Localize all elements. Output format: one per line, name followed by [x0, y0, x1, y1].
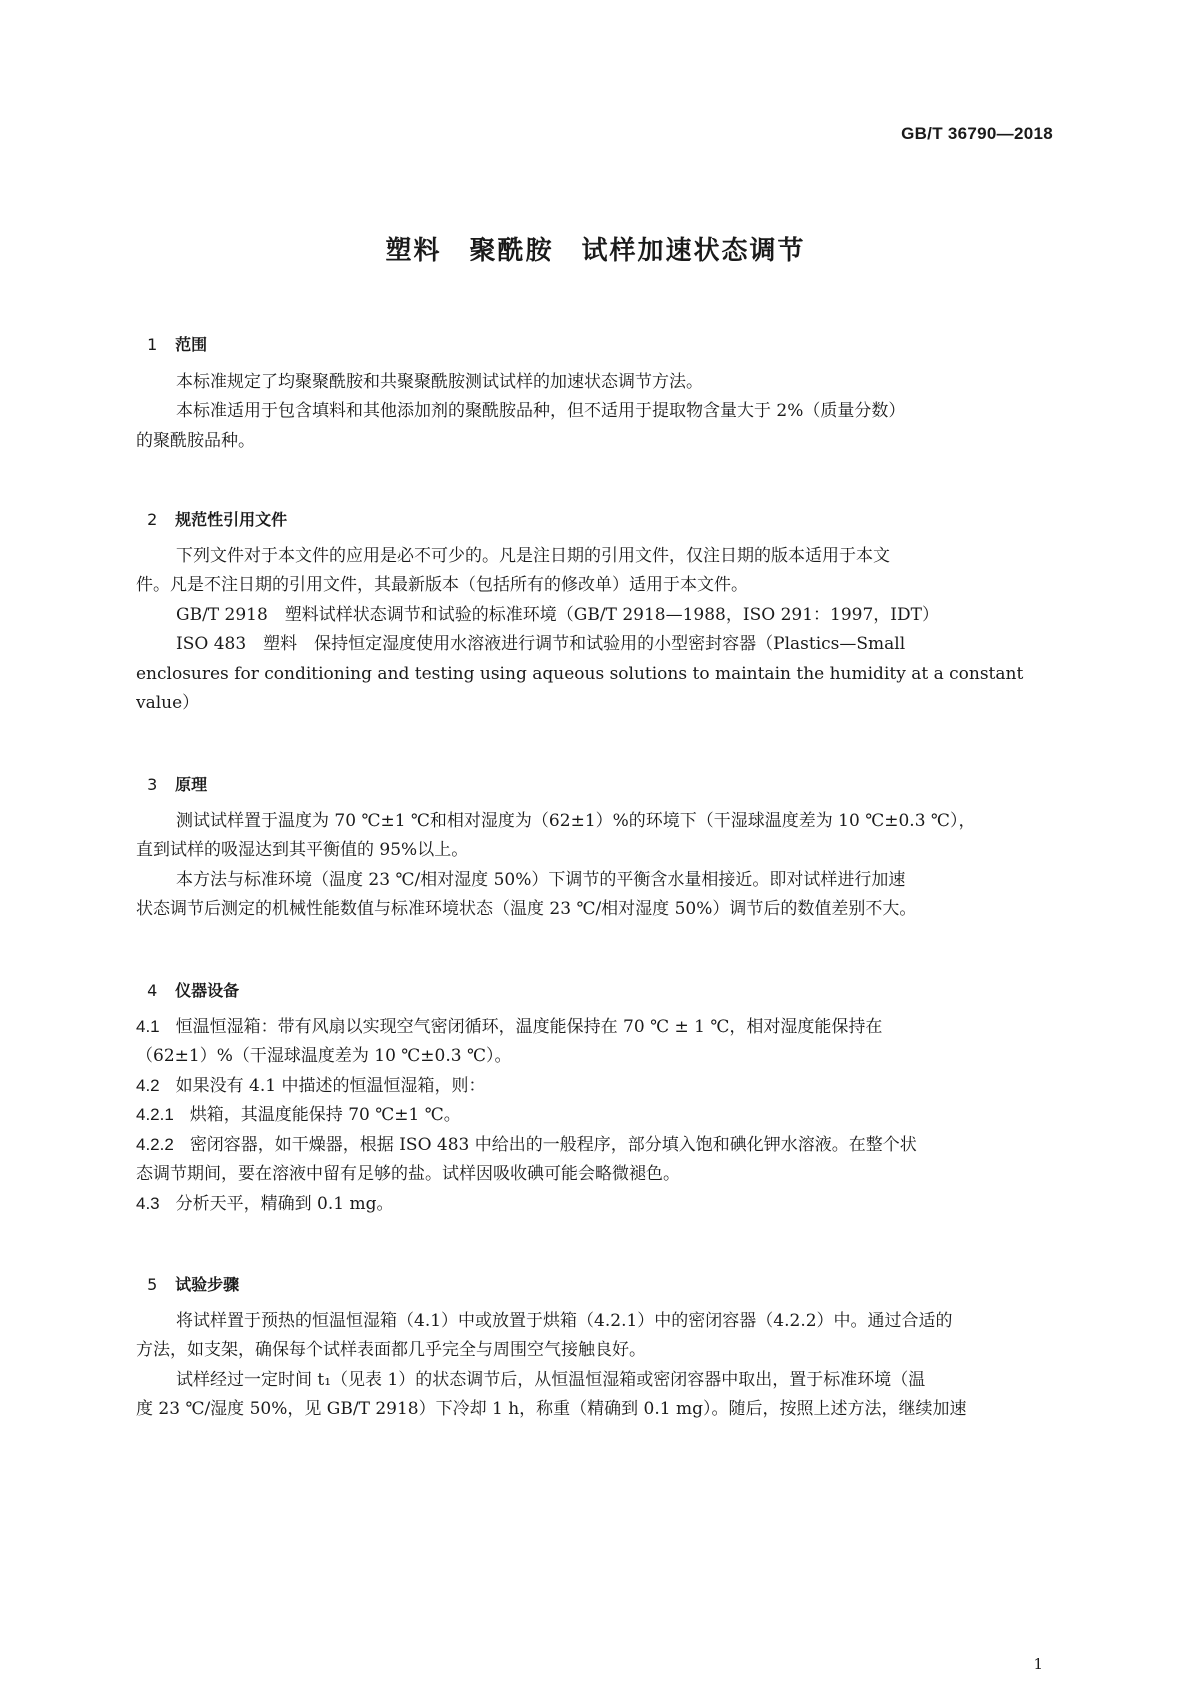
page-number: 1	[1033, 1655, 1043, 1673]
paragraph-line: 本标准适用于包含填料和其他添加剂的聚酰胺品种，但不适用于提取物含量大于 2%（质量分数）	[176, 401, 906, 421]
section-title: 规范性引用文件	[175, 510, 288, 529]
paragraph-line: value）	[136, 693, 200, 713]
section-title: 仪器设备	[175, 981, 240, 1000]
section-title: 范围	[175, 335, 208, 354]
clause-4-2	[136, 1076, 1058, 1096]
section-3-heading	[136, 753, 207, 795]
clause-text: 恒温恒湿箱：带有风扇以实现空气密闭循环，温度能保持在 70 ℃ ± 1 ℃，相对湿度能保持在	[175, 1017, 883, 1037]
section-2-heading	[136, 488, 287, 530]
clause-text: （62±1）%（干湿球温度差为 10 ℃±0.3 ℃）。	[136, 1046, 512, 1066]
paragraph-line: 件。凡是不注日期的引用文件，其最新版本（包括所有的修改单）适用于本文件。	[136, 575, 748, 595]
paragraph-line: 本方法与标准环境（温度 23 ℃/相对湿度 50%）下调节的平衡含水量相接近。即对试样进行加速	[176, 870, 906, 890]
clause-number: 4.2.2	[136, 1135, 174, 1154]
paragraph-line: 度 23 ℃/湿度 50%，见 GB/T 2918）下冷却 1 h，称重（精确到 0.1 mg）。随后，按照上述方法，继续加速	[136, 1399, 967, 1419]
clause-number: 4.2.1	[136, 1105, 174, 1124]
clause-number: 4.1	[136, 1017, 160, 1036]
section-4-heading	[136, 959, 239, 1001]
clause-4-2-2	[136, 1135, 1058, 1155]
paragraph-line: 直到试样的吸湿达到其平衡值的 95%以上。	[136, 840, 469, 860]
section-title: 试验步骤	[175, 1275, 240, 1294]
paragraph-line: 的聚酰胺品种。	[136, 431, 255, 451]
clause-4-2-1	[136, 1105, 1058, 1125]
section-number: 5	[147, 1275, 158, 1294]
document-title: 塑料 聚酰胺 试样加速状态调节	[385, 236, 806, 266]
reference-iso-483: ISO 483 塑料 保持恒定湿度使用水溶液进行调节和试验用的小型密封容器（Plastics—Small	[176, 634, 906, 654]
clause-number: 4.3	[136, 1194, 160, 1213]
clause-4-1	[136, 1017, 1058, 1037]
clause-text: 烘箱，其温度能保持 70 ℃±1 ℃。	[189, 1105, 461, 1125]
section-title: 原理	[175, 775, 208, 794]
section-number: 2	[147, 510, 158, 529]
clause-text: 密闭容器，如干燥器，根据 ISO 483 中给出的一般程序，部分填入饱和碘化钾水溶液。在整个状	[189, 1135, 917, 1155]
clause-4-3	[136, 1194, 1058, 1214]
section-number: 4	[147, 981, 158, 1000]
clause-text: 如果没有 4.1 中描述的恒温恒湿箱，则：	[175, 1076, 486, 1096]
clause-text: 态调节期间，要在溶液中留有足够的盐。试样因吸收碘可能会略微褪色。	[136, 1164, 680, 1184]
paragraph-line: 将试样置于预热的恒温恒湿箱（4.1）中或放置于烘箱（4.2.1）中的密闭容器（4.2.2）中。通过合适的	[176, 1311, 953, 1331]
paragraph-line: 状态调节后测定的机械性能数值与标准环境状态（温度 23 ℃/相对湿度 50%）调节后的数值差别不大。	[136, 899, 917, 919]
reference-gbt-2918: GB/T 2918 塑料试样状态调节和试验的标准环境（GB/T 2918—1988，ISO 291：1997，IDT）	[176, 605, 939, 625]
clause-number: 4.2	[136, 1076, 160, 1095]
section-1-heading	[136, 313, 207, 355]
paragraph-line: 本标准规定了均聚聚酰胺和共聚聚酰胺测试试样的加速状态调节方法。	[176, 372, 703, 392]
paragraph-line: 方法，如支架，确保每个试样表面都几乎完全与周围空气接触良好。	[136, 1340, 646, 1360]
clause-4-1-continued	[136, 1046, 1058, 1066]
section-number: 1	[147, 335, 158, 354]
paragraph-line: 下列文件对于本文件的应用是必不可少的。凡是注日期的引用文件，仅注日期的版本适用于本文	[176, 546, 890, 566]
paragraph-line: enclosures for conditioning and testing using aqueous solutions to maintain the humidity at a constant	[136, 664, 1024, 684]
clause-text: 分析天平，精确到 0.1 mg。	[175, 1194, 394, 1214]
section-5-heading	[136, 1253, 239, 1295]
paragraph-line: 测试试样置于温度为 70 ℃±1 ℃和相对湿度为（62±1）%的环境下（干湿球温度差为 10 ℃±0.3 ℃），	[176, 811, 976, 831]
section-number: 3	[147, 775, 158, 794]
paragraph-line: 试样经过一定时间 t₁（见表 1）的状态调节后，从恒温恒湿箱或密闭容器中取出，置于标准环境（温	[176, 1370, 926, 1390]
clause-4-2-2-continued	[136, 1164, 1058, 1184]
standard-code: GB/T 36790—2018	[901, 124, 1053, 143]
